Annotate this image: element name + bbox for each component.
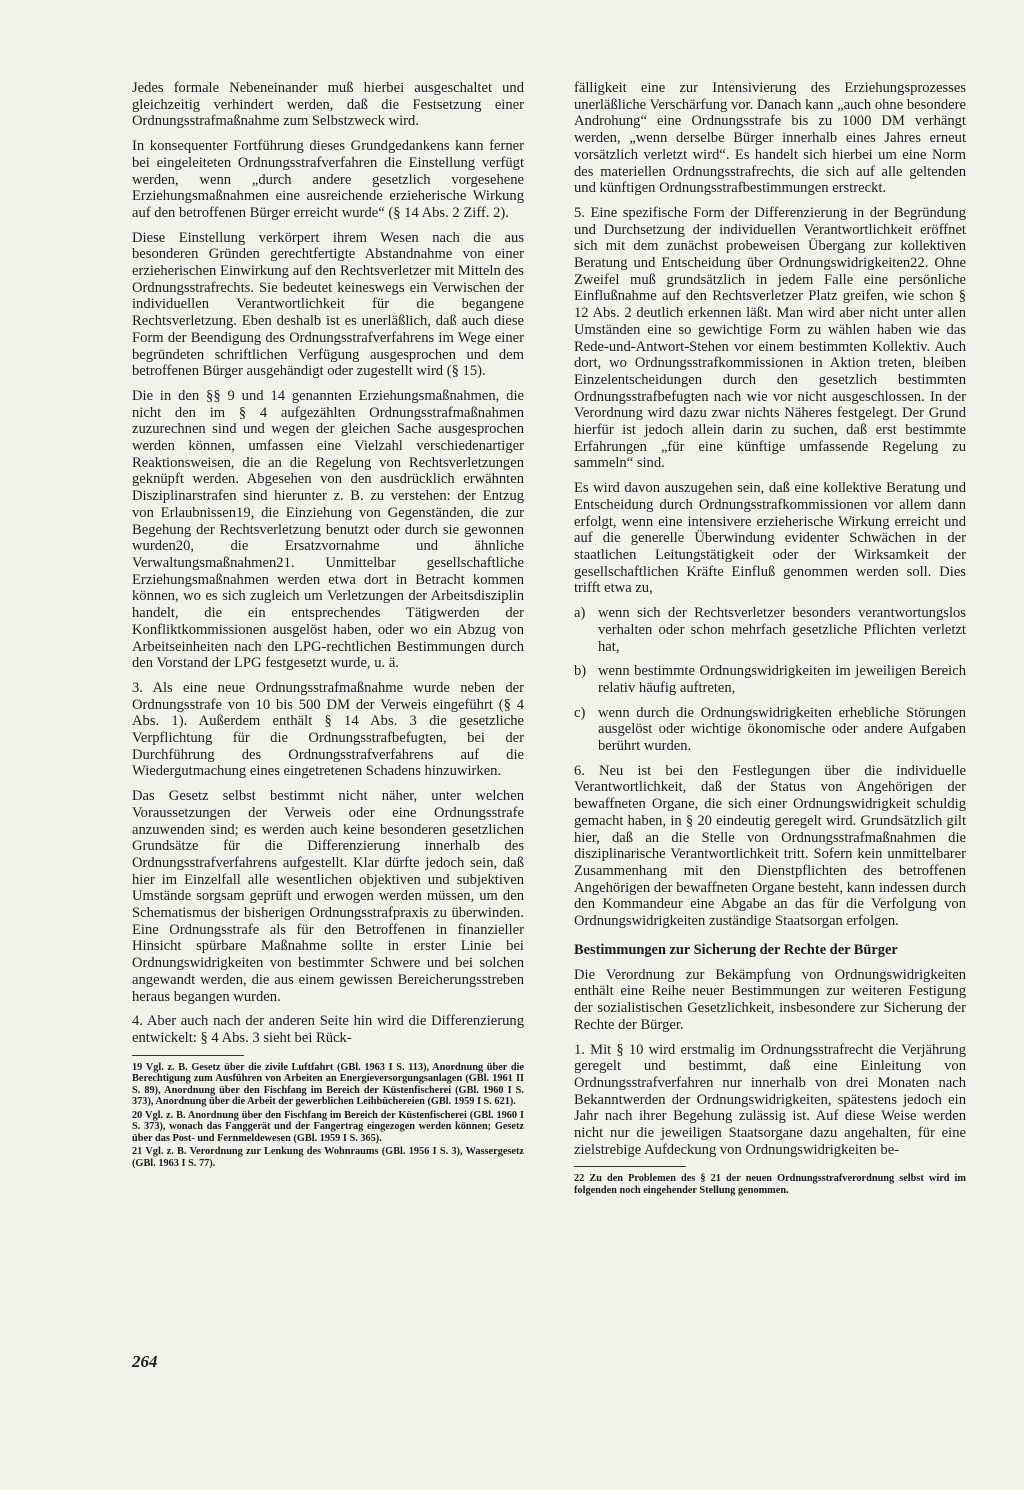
paragraph: 4. Aber auch nach der anderen Seite hin wird die Differenzierung entwickelt: § 4 Abs. 3 sieht bei Rück- bbox=[132, 1013, 524, 1046]
paragraph: In konsequenter Fortführung dieses Grundgedankens kann ferner bei eingeleiteten Ordnungsstrafverfahren die Einstellung verfügt werden, wenn „durch andere gesetzlich vorgesehene Erziehungsmaßnahmen eine ausreichende erzieherische Wirkung auf den betroffenen Bürger erreicht wurde“ (§ 14 Abs. 2 Ziff. 2). bbox=[132, 138, 524, 221]
paragraph: Das Gesetz selbst bestimmt nicht näher, unter welchen Voraussetzungen der Verweis oder eine Ordnungsstrafe anzuwenden sind; es werden auch keine besonderen gesetzlichen Grundsätze für die Differenzierung innerhalb des Ordnungsstrafverfahrens aufgestellt. Klar dürfte jedoch sein, daß hier im Einzelfall alle wesentlichen objektiven und subjektiven Umstände sorgsam geprüft und erwogen werden müssen, um den Schematismus der bisherigen Ordnungsstrafpraxis zu überwinden. Eine Ordnungsstrafe als für den Betroffenen in finanzieller Hinsicht spürbare Maßnahme sollte in erster Linie bei Ordnungswidrigkeiten von bestimmter Schwere und bei solchen angewandt werden, die aus einem gewissen Bereicherungsstreben heraus begangen wurden. bbox=[132, 788, 524, 1005]
footnote: 21 Vgl. z. B. Verordnung zur Lenkung des Wohnraums (GBl. 1956 I S. 3), Wassergesetz (GBl. 1963 I S. 77). bbox=[132, 1146, 524, 1169]
footnote: 19 Vgl. z. B. Gesetz über die zivile Luftfahrt (GBl. 1963 I S. 113), Anordnung über die Berechtigung zum Ausführen von Arbeiten an Energieversorgungsanlagen (GBl. 1961 II S. 89), Anordnung über den Fischfang im Bereich der Küstenfischerei (GBl. 1960 I S. 373), Anordnung über die Arbeit der gewerblichen Leihbüchereien (GBl. 1959 I S. 621). bbox=[132, 1061, 524, 1108]
paragraph: 1. Mit § 10 wird erstmalig im Ordnungsstrafrecht die Verjährung geregelt und bestimmt, daß eine Einleitung von Ordnungsstrafverfahren nur innerhalb von drei Monaten nach Bekanntwerden der Ordnungswidrigkeiten, spätestens jedoch ein Jahr nach ihrer Begehung zulässig ist. Auf diese Weise werden nicht nur die jeweiligen Staatsorgane dazu angehalten, für eine zielstrebige Aufdeckung von Ordnungswidrigkeiten be- bbox=[574, 1041, 966, 1158]
list-item bbox=[574, 663, 966, 696]
list-text: wenn sich der Rechtsverletzer besonders verantwortungslos verhalten oder schon mehrfach gesetzliche Pflichten verletzt hat, bbox=[598, 605, 966, 655]
paragraph: 5. Eine spezifische Form der Differenzierung in der Begründung und Durchsetzung der individuellen Verantwortlichkeit eröffnet sich mit dem zunächst probeweisen Übergang zur kollektiven Beratung und Entscheidung über Ordnungswidrigkeiten22. Ohne Zweifel muß grundsätzlich in jedem Falle eine persönliche Einflußnahme auf den Rechtsverletzer Platz greifen, wie schon § 12 Abs. 2 deutlich erkennen läßt. Man wird aber nicht unter allen Umständen eine so gewichtige Form zu wählen haben wie das Rede-und-Antwort-Stehen vor einem bestimmten Kollektiv. Auch dort, wo Ordnungsstrafkommissionen in Aktion treten, bleiben Einzelentscheidungen durch den gesetzlich bestimmten Ordnungsstrafbefugten nach wie vor nicht ausgeschlossen. In der Verordnung wird dazu zwar nichts Näheres festgelegt. Der Grund hierfür ist jedoch allein darin zu suchen, daß erst bestimmte Erfahrungen „für eine künftige umfassende Regelung zu sammeln“ sind. bbox=[574, 204, 966, 472]
paragraph: fälligkeit eine zur Intensivierung des Erziehungsprozesses unerläßliche Verschärfung vor. Danach kann „auch ohne besondere Androhung“ eine Ordnungsstrafe bis zu 1000 DM verhängt werden, „wenn derselbe Bürger innerhalb eines Jahres erneut vorsätzlich verletzt wird“. Es handelt sich hierbei um eine Norm des materiellen Ordnungsstrafrechts, die sich auf alle geltenden und künftigen Ordnungsstrafbestimmungen erstreckt. bbox=[574, 80, 966, 197]
right-column bbox=[574, 80, 966, 1198]
page-number: 264 bbox=[132, 1352, 158, 1371]
footnote-divider bbox=[574, 1166, 686, 1167]
paragraph: Jedes formale Nebeneinander muß hierbei ausgeschaltet und gleichzeitig verhindert werden, daß die Festsetzung einer Ordnungsstrafmaßnahme zum Selbstzweck wird. bbox=[132, 80, 524, 130]
footnote: 20 Vgl. z. B. Anordnung über den Fischfang im Bereich der Küstenfischerei (GBl. 1960 I S. 373), wonach das Fanggerät und der Fangertrag eingezogen werden können; Gesetz über das Post- und Fernmeldewesen (GBl. 1959 I S. 365). bbox=[132, 1109, 524, 1144]
list-marker: c) bbox=[574, 704, 586, 721]
footnote: 22 Zu den Problemen des § 21 der neuen Ordnungsstrafverordnung selbst wird im folgenden noch eingehender Stellung genommen. bbox=[574, 1173, 966, 1196]
paragraph: Die Verordnung zur Bekämpfung von Ordnungswidrigkeiten enthält eine Reihe neuer Bestimmungen zur weiteren Festigung der sozialistischen Gesetzlichkeit, insbesondere zur Sicherung der Rechte der Bürger. bbox=[574, 966, 966, 1033]
paragraph: Diese Einstellung verkörpert ihrem Wesen nach die aus besonderen Gründen gerechtfertigte Abstandnahme von einer erzieherischen Einwirkung auf den Rechtsverletzer mit Mitteln des Ordnungsstrafrechts. Sie bedeutet keineswegs ein Verwischen der individuellen Verantwortlichkeit für die begangene Rechtsverletzung. Eben deshalb ist es unerläßlich, daß auch diese Form der Beendigung des Ordnungsstrafverfahrens im Wege einer begründeten schriftlichen Verfügung ausgesprochen und dem betroffenen Bürger ausgehändigt oder zugestellt wird (§ 15). bbox=[132, 229, 524, 380]
list-marker: b) bbox=[574, 663, 587, 680]
list-text: wenn bestimmte Ordnungswidrigkeiten im jeweiligen Bereich relativ häufig auftreten, bbox=[598, 663, 966, 696]
list-item bbox=[574, 705, 966, 755]
list-text: wenn durch die Ordnungswidrigkeiten erhebliche Störungen ausgelöst oder wichtige ökonomische oder andere Aufgaben berührt wurden. bbox=[598, 704, 966, 755]
section-heading: Bestimmungen zur Sicherung der Rechte der Bürger bbox=[574, 941, 898, 958]
footnote-divider bbox=[132, 1055, 244, 1056]
list-item bbox=[574, 605, 966, 655]
left-column bbox=[132, 80, 524, 1171]
list-marker: a) bbox=[574, 605, 586, 622]
paragraph: Es wird davon auszugehen sein, daß eine kollektive Beratung und Entscheidung durch Ordnungsstrafkommissionen vor allem dann erfolgt, wenn eine intensivere erzieherische Wirkung erreicht und auf die generelle Überwindung evidenter Schwächen in der staatlichen Leitungstätigkeit oder der Wirksamkeit der gesellschaftlichen Kräfte Einfluß genommen werden soll. Dies trifft etwa zu, bbox=[574, 480, 966, 597]
paragraph: 3. Als eine neue Ordnungsstrafmaßnahme wurde neben der Ordnungsstrafe von 10 bis 500 DM der Verweis eingeführt (§ 4 Abs. 1). Außerdem enthält § 14 Abs. 3 die gesetzliche Verpflichtung für die Ordnungsstrafbefugten, bei der Durchführung des Ordnungsstrafverfahrens auf die Wiedergutmachung eines eingetretenen Schadens hinzuwirken. bbox=[132, 679, 524, 780]
paragraph: Die in den §§ 9 und 14 genannten Erziehungsmaßnahmen, die nicht den im § 4 aufgezählten Ordnungsstrafmaßnahmen zuzurechnen sind und wegen der gleichen Sache ausgesprochen werden können, umfassen eine Vielzahl verschiedenartiger Reaktionsweisen, die an die Regelung von Rechtsverletzungen geknüpft werden. Abgesehen von den ausdrücklich erwähnten Disziplinarstrafen sind hierunter z. B. zu verstehen: der Entzug von Erlaubnissen19, die Einziehung von Gegenständen, die zur Begehung der Rechtsverletzung benutzt oder durch sie gewonnen wurden20, die Ersatzvornahme und ähnliche Verwaltungsmaßnahmen21. Unmittelbar gesellschaftliche Erziehungsmaßnahmen werden etwa dort in Betracht kommen können, wo es sich zugleich um Verletzungen der Arbeitsdisziplin handelt, die ein entsprechendes Tätigwerden der Konfliktkommissionen ausgelöst haben, oder wo ein Abzug von Arbeitseinheiten nach den LPG-rechtlichen Bestimmungen durch den Vorstand der LPG festgesetzt wurde, u. ä. bbox=[132, 387, 524, 672]
paragraph: 6. Neu ist bei den Festlegungen über die individuelle Verantwortlichkeit, daß der Status von Angehörigen der bewaffneten Organe, die sich einer Ordnungswidrigkeit schuldig gemacht haben, in § 20 eindeutig geregelt wird. Grundsätzlich gilt hier, daß an die Stelle von Ordnungsstrafmaßnahmen die disziplinarische Verantwortlichkeit tritt. Sofern kein unmittelbarer Zusammenhang mit den Dienstpflichten des betroffenen Angehörigen der bewaffneten Organe besteht, kann indessen durch den Kommandeur eine Abgabe an das für die Verfolgung von Ordnungswidrigkeiten zuständige Staatsorgan erfolgen. bbox=[574, 762, 966, 930]
